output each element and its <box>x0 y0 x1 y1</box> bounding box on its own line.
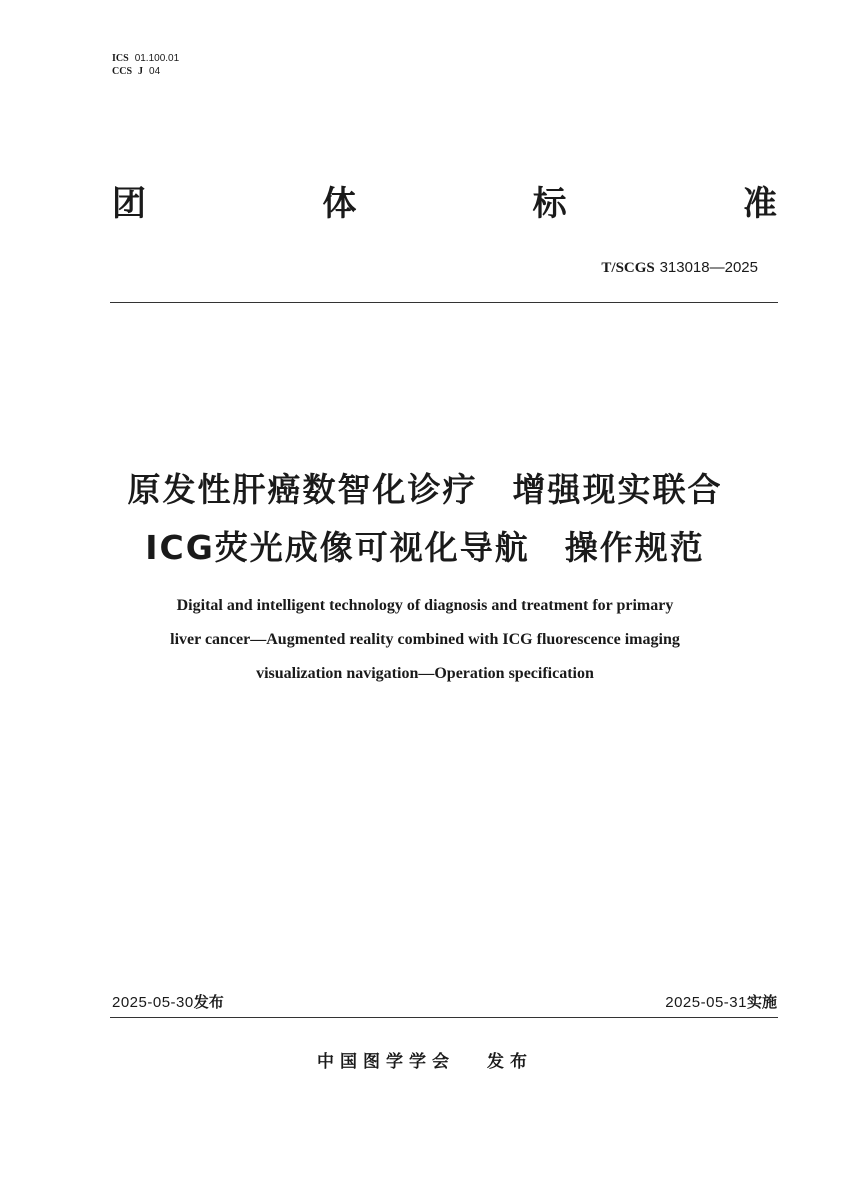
english-title-line-3: visualization navigation—Operation specification <box>256 665 594 682</box>
standard-number <box>601 257 758 278</box>
top-divider <box>110 302 778 303</box>
publisher-line <box>0 1050 850 1074</box>
ccs-row <box>112 65 179 78</box>
issue-date <box>112 992 224 1013</box>
english-title-line-1: Digital and intelligent technology of diagnosis and treatment for primary <box>176 597 674 614</box>
implementation-date <box>665 992 777 1013</box>
publisher-action: 发布 <box>487 1052 533 1072</box>
ics-label: ICS <box>112 53 129 64</box>
chinese-title-line-2: ICG荧光成像可视化导航 操作规范 <box>145 528 705 567</box>
issue-date-value: 2025-05-30 <box>112 994 194 1011</box>
ccs-value-letter: J <box>138 66 144 77</box>
english-title-line-2: liver cancer—Augmented reality combined with ICG fluorescence imaging <box>170 631 680 648</box>
english-title <box>0 589 850 691</box>
ccs-value: 04 <box>149 66 161 77</box>
standard-number-prefix: T/SCGS <box>601 260 655 276</box>
chinese-title-line-1: 原发性肝癌数智化诊疗 增强现实联合 <box>127 470 723 509</box>
doc-type-char: 准 <box>742 184 777 224</box>
doc-type-char: 团 <box>112 184 146 224</box>
doc-type-char: 体 <box>322 184 357 224</box>
document-type-heading <box>112 182 777 226</box>
implementation-date-value: 2025-05-31 <box>665 994 747 1011</box>
issue-date-word: 发布 <box>193 993 224 1011</box>
standard-number-value: 313018—2025 <box>659 259 758 276</box>
chinese-title <box>0 461 850 577</box>
bottom-divider <box>110 1017 778 1018</box>
implementation-date-word: 实施 <box>746 993 777 1011</box>
publisher-name: 中国图学学会 <box>317 1052 455 1072</box>
doc-type-char: 标 <box>532 184 567 224</box>
ics-value: 01.100.01 <box>134 53 180 64</box>
ics-row <box>112 52 179 65</box>
ccs-label: CCS <box>112 66 133 77</box>
classification-codes <box>112 52 179 78</box>
